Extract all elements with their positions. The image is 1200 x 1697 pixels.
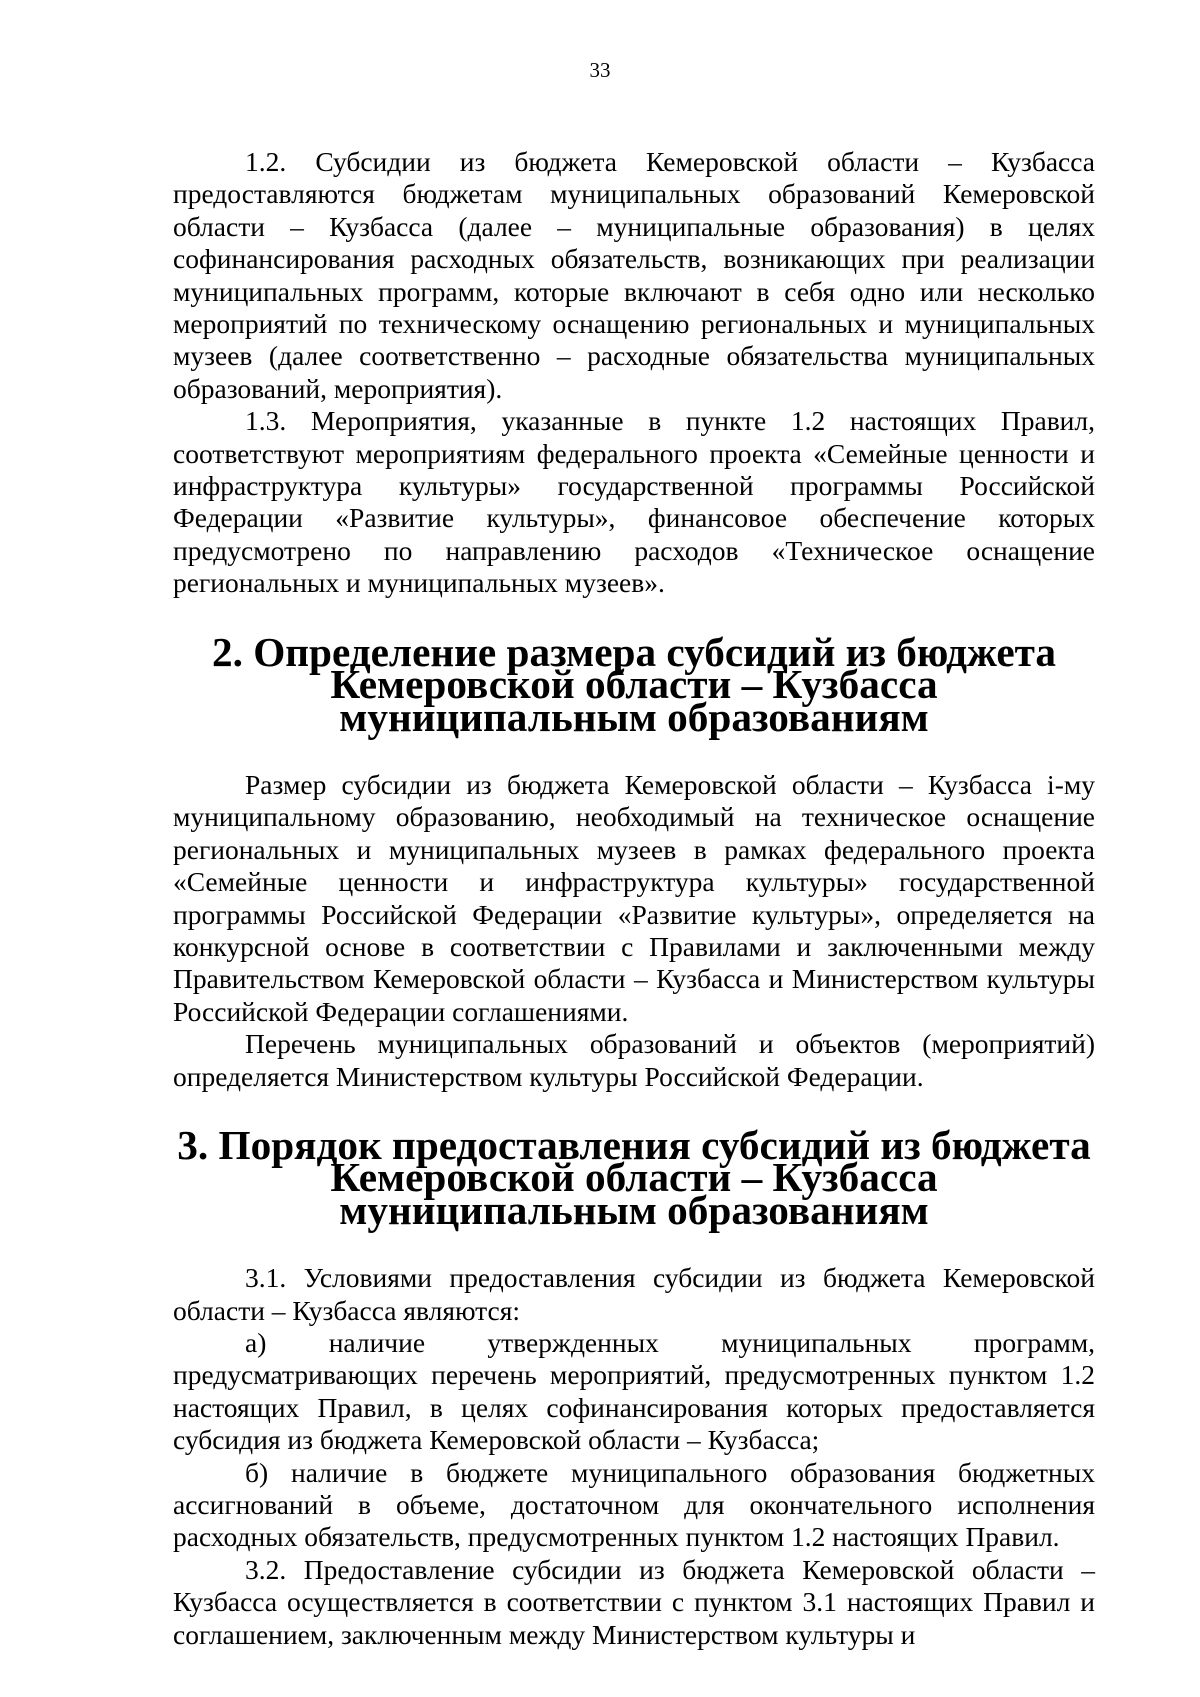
paragraph-3-2: 3.2. Предоставление субсидии из бюджета Кемеровской области – Кузбасса осуществляется в соответствии с пунктом 3.1 настоящих Правил и соглашением, заключенным между Министерством культуры и <box>173 1553 1095 1650</box>
paragraph-subsidy-size: Размер субсидии из бюджета Кемеровской области – Кузбасса i-му муниципальному образованию, необходимый на техническое оснащение региональных и муниципальных музеев в рамках федерального проекта «Семейные ценности и инфраструктура культуры» государственной программы Российской Федерации «Развитие культуры», определяется на конкурсной основе в соответствии с Правилами и заключенными между Правительством Кемеровской области – Кузбасса и Министерством культуры Российской Федерации соглашениями. <box>173 768 1095 1027</box>
paragraph-3-1-b: б) наличие в бюджете муниципального образования бюджетных ассигнований в объеме, достаточном для окончательного исполнения расходных обязательств, предусмотренных пунктом 1.2 настоящих Правил. <box>173 1456 1095 1553</box>
section-2-title-line2: Кемеровской области – Кузбасса муниципальным образованиям <box>330 661 938 740</box>
paragraph-3-1: 3.1. Условиями предоставления субсидии из бюджета Кемеровской области – Кузбасса являются: <box>173 1262 1095 1326</box>
document-body <box>173 146 1095 1651</box>
section-2-heading <box>173 628 1095 740</box>
section-3-title-line1: 3. Порядок предоставления субсидий из бюджета <box>177 1121 1091 1168</box>
section-2-title-line1: 2. Определение размера субсидий из бюджета <box>211 628 1057 675</box>
paragraph-3-1-a: а) наличие утвержденных муниципальных программ, предусматривающих перечень мероприятий, предусмотренных пунктом 1.2 настоящих Правил, в целях софинансирования которых предоставляется субсидия из бюджета Кемеровской области – Кузбасса; <box>173 1327 1095 1456</box>
paragraph-municipality-list: Перечень муниципальных образований и объектов (мероприятий) определяется Министерством культуры Российской Федерации. <box>173 1028 1095 1092</box>
paragraph-1-2: 1.2. Субсидии из бюджета Кемеровской области – Кузбасса предоставляются бюджетам муниципальных образований Кемеровской области – Кузбасса (далее – муниципальные образования) в целях софинансирования расходных обязательств, возникающих при реализации муниципальных программ, которые включают в себя одно или несколько мероприятий по техническому оснащению региональных и муниципальных музеев (далее соответственно – расходные обязательства муниципальных образований, мероприятия). <box>173 146 1095 404</box>
paragraph-1-3: 1.3. Мероприятия, указанные в пункте 1.2 настоящих Правил, соответствуют мероприятиям федерального проекта «Семейные ценности и инфраструктура культуры» государственной программы Российской Федерации «Развитие культуры», финансовое обеспечение которых предусмотрено по направлению расходов «Техническое оснащение региональных и муниципальных музеев». <box>173 405 1095 599</box>
page-number: 33 <box>589 58 611 82</box>
section-3-title-line2: Кемеровской области – Кузбасса муниципальным образованиям <box>330 1154 938 1233</box>
section-3-heading <box>173 1121 1095 1233</box>
